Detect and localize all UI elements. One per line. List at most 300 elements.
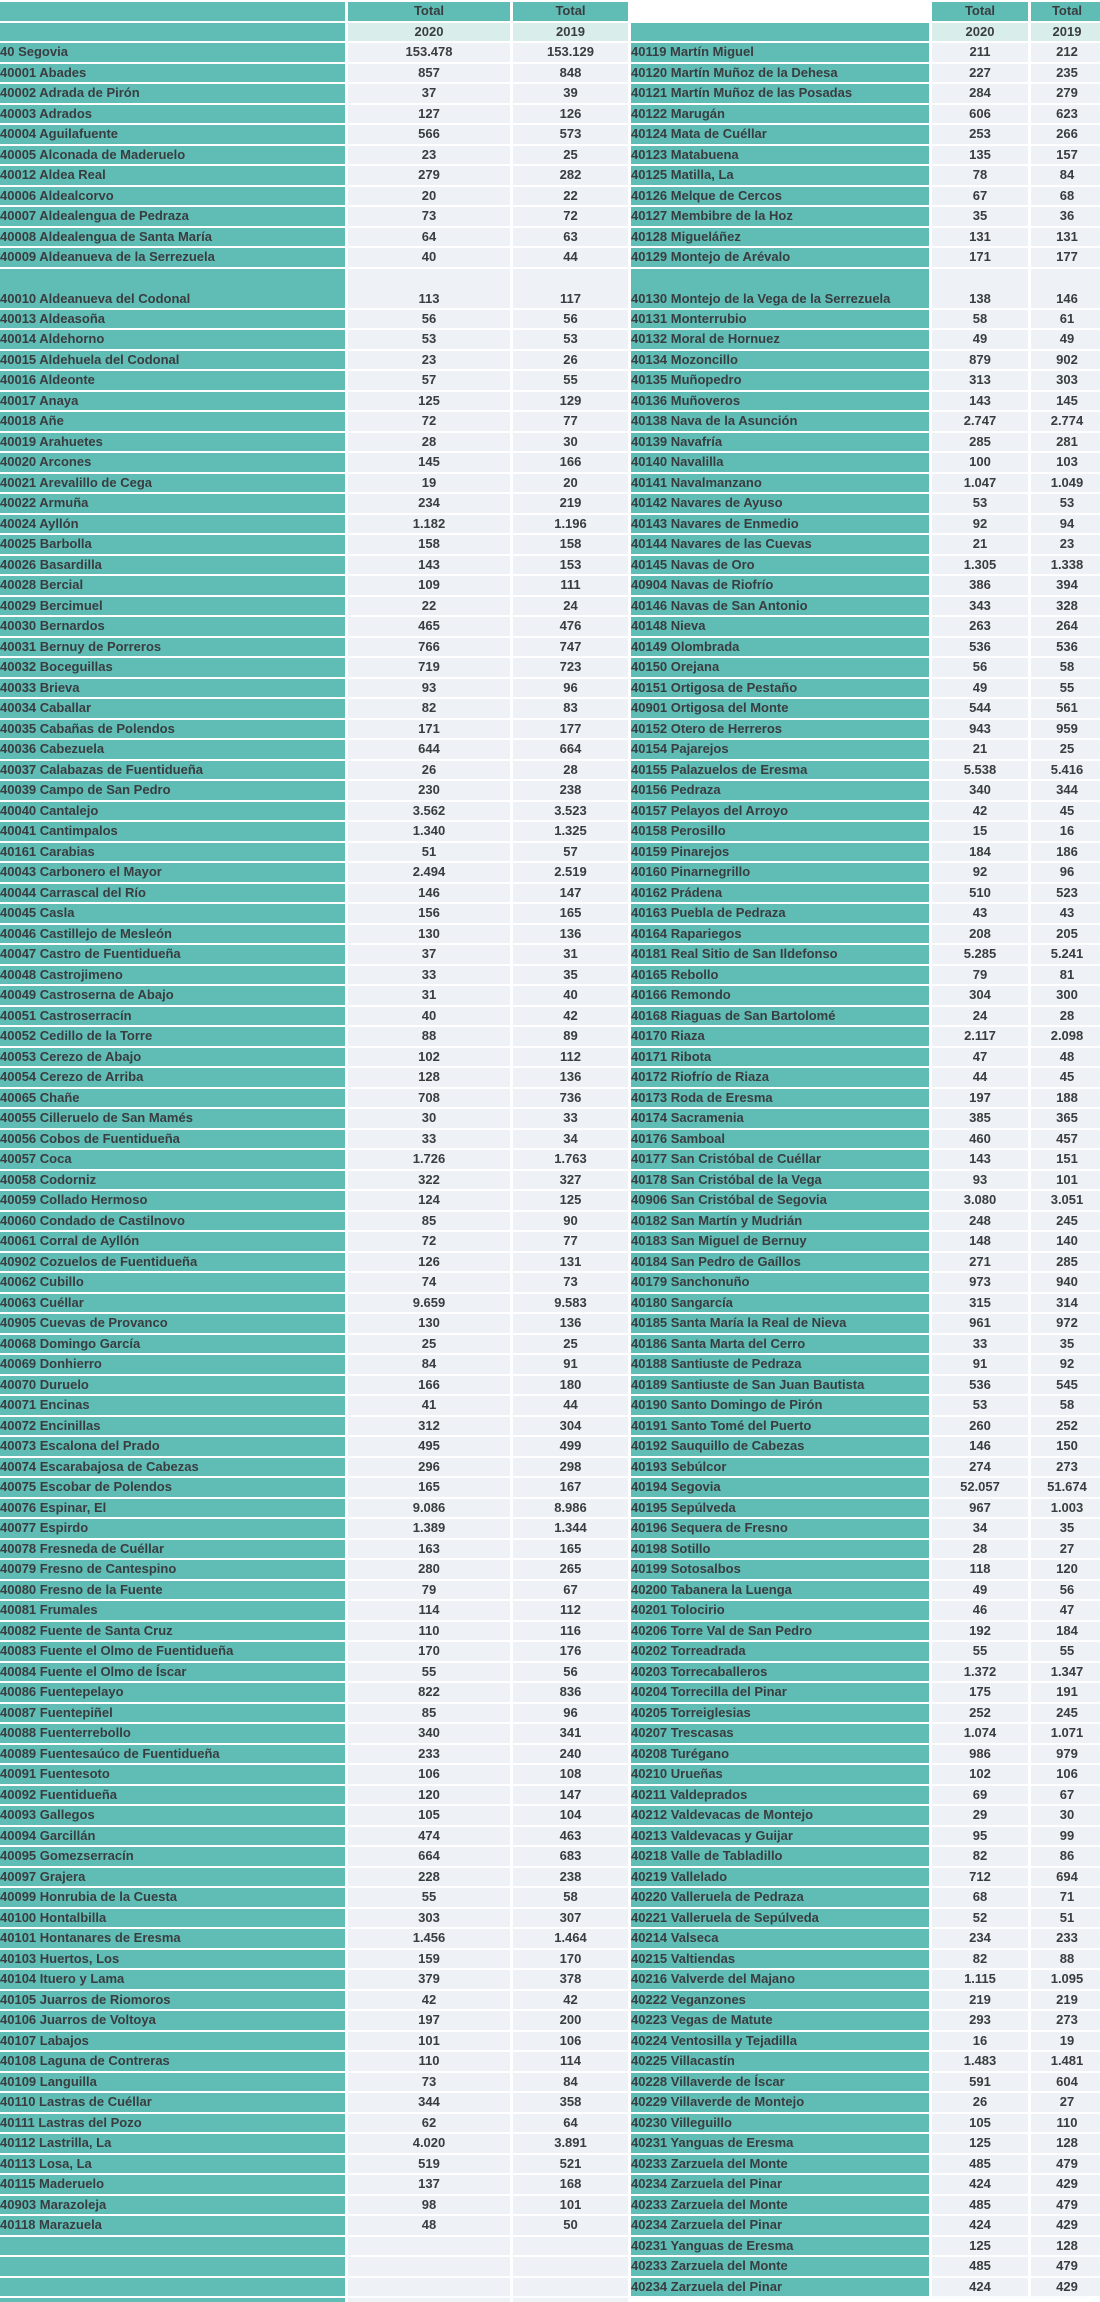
total-2019-cell[interactable]: 126 [513,105,628,124]
municipality-cell[interactable]: 40194 Segovia [631,1478,929,1497]
municipality-cell[interactable]: 40140 Navalilla [631,453,929,472]
total-2019-cell[interactable]: 168 [513,2175,628,2194]
total-2020-cell[interactable]: 9.659 [348,1294,510,1313]
total-2020-cell[interactable]: 125 [932,2237,1028,2256]
total-2020-cell[interactable]: 712 [932,1868,1028,1887]
total-2019-cell[interactable]: 344 [1031,781,1100,800]
municipality-cell[interactable]: 40074 Escarabajosa de Cabezas [0,1458,345,1477]
municipality-cell[interactable]: 40039 Campo de San Pedro [0,781,345,800]
total-2020-cell[interactable]: 93 [932,1171,1028,1190]
total-2020-cell[interactable]: 29 [932,1806,1028,1825]
municipality-cell[interactable]: 40207 Trescasas [631,1724,929,1743]
total-2020-cell[interactable]: 93 [348,679,510,698]
municipality-cell[interactable]: 40062 Cubillo [0,1273,345,1292]
municipality-cell[interactable]: 40119 Martín Miguel [631,43,929,62]
total-2019-cell[interactable]: 64 [513,2114,628,2133]
municipality-cell[interactable]: 40122 Marugán [631,105,929,124]
total-2019-cell[interactable]: 307 [513,1909,628,1928]
municipality-cell[interactable]: 40184 San Pedro de Gaíllos [631,1253,929,1272]
total-2019-cell[interactable]: 147 [513,884,628,903]
total-2019-cell[interactable]: 282 [513,166,628,185]
municipality-cell[interactable]: 40234 Zarzuela del Pinar [631,2175,929,2194]
total-2020-cell[interactable]: 137 [348,2175,510,2194]
total-2020-cell[interactable]: 37 [348,945,510,964]
total-2020-cell[interactable]: 127 [348,105,510,124]
total-2019-cell[interactable]: 328 [1031,597,1100,616]
municipality-cell[interactable]: 40024 Ayllón [0,515,345,534]
total-2019-cell[interactable]: 112 [513,1048,628,1067]
total-2020-cell[interactable]: 43 [932,904,1028,923]
municipality-cell[interactable]: 40234 Zarzuela del Pinar [631,2278,929,2297]
total-2019-cell[interactable]: 479 [1031,2257,1100,2276]
total-2020-cell[interactable]: 211 [932,43,1028,62]
total-2019-cell[interactable]: 16 [1031,822,1100,841]
total-2020-cell[interactable]: 234 [348,494,510,513]
municipality-cell[interactable]: 40084 Fuente el Olmo de Íscar [0,1663,345,1682]
municipality-cell[interactable]: 40203 Torrecaballeros [631,1663,929,1682]
total-2020-cell[interactable]: 495 [348,1437,510,1456]
municipality-cell[interactable]: 40160 Pinarnegrillo [631,863,929,882]
total-2020-cell[interactable]: 53 [348,330,510,349]
total-2019-cell[interactable]: 1.763 [513,1150,628,1169]
municipality-cell[interactable]: 40095 Gomezserracín [0,1847,345,1866]
total-2019-cell[interactable]: 561 [1031,699,1100,718]
total-2019-cell[interactable]: 96 [513,679,628,698]
total-2019-cell[interactable]: 91 [513,1355,628,1374]
total-2019-cell[interactable]: 604 [1031,2073,1100,2092]
municipality-cell[interactable]: 40233 Zarzuela del Monte [631,2196,929,2215]
total-2019-cell[interactable]: 180 [513,1376,628,1395]
total-2020-cell[interactable]: 130 [348,925,510,944]
total-2019-cell[interactable]: 499 [513,1437,628,1456]
total-2019-cell[interactable]: 212 [1031,43,1100,62]
total-2019-cell[interactable]: 9.583 [513,1294,628,1313]
total-2019-cell[interactable]: 300 [1031,986,1100,1005]
municipality-cell[interactable]: 40057 Coca [0,1150,345,1169]
total-2020-cell[interactable]: 82 [932,1847,1028,1866]
total-2020-cell[interactable]: 68 [932,1888,1028,1907]
total-2019-cell[interactable]: 88 [1031,1950,1100,1969]
municipality-cell[interactable]: 40063 Cuéllar [0,1294,345,1313]
total-2019-cell[interactable]: 30 [513,433,628,452]
total-2019-cell[interactable]: 940 [1031,1273,1100,1292]
total-2020-cell[interactable]: 708 [348,1089,510,1108]
total-2019-cell[interactable]: 683 [513,1847,628,1866]
total-2020-cell[interactable]: 58 [932,310,1028,329]
total-2020-cell[interactable]: 92 [932,515,1028,534]
municipality-cell[interactable]: 40224 Ventosilla y Tejadilla [631,2032,929,2051]
total-2019-cell[interactable]: 56 [513,310,628,329]
total-2020-cell[interactable]: 131 [932,228,1028,247]
total-2019-cell[interactable]: 273 [1031,1458,1100,1477]
municipality-cell[interactable]: 40092 Fuentidueña [0,1786,345,1805]
total-2019-cell[interactable]: 99 [1031,1827,1100,1846]
left-corner-header-cell-2[interactable] [0,23,345,42]
municipality-cell[interactable]: 40020 Arcones [0,453,345,472]
municipality-cell[interactable]: 40113 Losa, La [0,2155,345,2174]
municipality-cell[interactable]: 40132 Moral de Hornuez [631,330,929,349]
municipality-cell[interactable]: 40134 Mozoncillo [631,351,929,370]
total-2019-cell[interactable]: 1.003 [1031,1499,1100,1518]
total-2020-cell[interactable]: 644 [348,740,510,759]
municipality-cell[interactable]: 40218 Valle de Tabladillo [631,1847,929,1866]
total-2019-cell[interactable]: 110 [1031,2114,1100,2133]
total-2020-cell[interactable] [348,2257,510,2276]
total-2019-cell[interactable]: 81 [1031,966,1100,985]
municipality-cell[interactable]: 40155 Palazuelos de Eresma [631,761,929,780]
total-2019-cell[interactable]: 58 [1031,658,1100,677]
total-2020-cell[interactable]: 105 [932,2114,1028,2133]
total-2020-cell[interactable]: 84 [348,1355,510,1374]
total-2019-cell[interactable]: 35 [513,966,628,985]
total-2019-cell[interactable]: 153.129 [513,43,628,62]
total-2020-cell[interactable]: 37 [348,84,510,103]
total-2020-cell[interactable]: 379 [348,1970,510,1989]
total-2019-cell[interactable]: 281 [1031,433,1100,452]
municipality-cell[interactable]: 40010 Aldeanueva del Codonal [0,269,345,308]
municipality-cell[interactable]: 40161 Carabias [0,843,345,862]
total-2019-cell[interactable]: 42 [513,1991,628,2010]
municipality-cell[interactable]: 40105 Juarros de Riomoros [0,1991,345,2010]
total-2020-cell[interactable]: 126 [348,1253,510,1272]
total-2019-cell[interactable]: 3.523 [513,802,628,821]
left-corner-header-cell[interactable] [0,2,345,21]
empty-cell[interactable] [932,2298,1028,2302]
total-2019-cell[interactable]: 429 [1031,2216,1100,2235]
municipality-cell[interactable]: 40212 Valdevacas de Montejo [631,1806,929,1825]
municipality-cell[interactable]: 40142 Navares de Ayuso [631,494,929,513]
municipality-cell[interactable] [0,2237,345,2256]
total-2019-cell[interactable]: 165 [513,1540,628,1559]
municipality-cell[interactable]: 40022 Armuña [0,494,345,513]
total-2020-cell[interactable]: 252 [932,1704,1028,1723]
municipality-cell[interactable]: 40185 Santa María la Real de Nieva [631,1314,929,1333]
total-2020-cell[interactable]: 1.047 [932,474,1028,493]
municipality-cell[interactable]: 40046 Castillejo de Mesleón [0,925,345,944]
municipality-cell[interactable]: 40156 Pedraza [631,781,929,800]
total-2020-cell[interactable]: 128 [348,1068,510,1087]
total-2020-cell[interactable]: 153.478 [348,43,510,62]
total-2020-cell[interactable]: 234 [932,1929,1028,1948]
total-2019-cell[interactable]: 24 [513,597,628,616]
municipality-cell[interactable]: 40202 Torreadrada [631,1642,929,1661]
total-2020-cell[interactable]: 113 [348,269,510,308]
total-2019-cell[interactable]: 51.674 [1031,1478,1100,1497]
total-2020-cell[interactable]: 465 [348,617,510,636]
total-2020-cell[interactable]: 260 [932,1417,1028,1436]
total-2019-cell[interactable]: 191 [1031,1683,1100,1702]
municipality-cell[interactable]: 40181 Real Sitio de San Ildefonso [631,945,929,964]
total-2019-cell[interactable]: 77 [513,412,628,431]
municipality-cell[interactable]: 40087 Fuentepiñel [0,1704,345,1723]
municipality-cell[interactable]: 40131 Monterrubio [631,310,929,329]
municipality-cell[interactable]: 40045 Casla [0,904,345,923]
total-2019-cell[interactable]: 68 [1031,187,1100,206]
total-2020-cell[interactable]: 519 [348,2155,510,2174]
total-2019-cell[interactable]: 42 [513,1007,628,1026]
total-2019-cell[interactable]: 25 [513,1335,628,1354]
total-2020-cell[interactable]: 304 [932,986,1028,1005]
total-2020-cell[interactable]: 23 [348,351,510,370]
municipality-cell[interactable]: 40150 Orejana [631,658,929,677]
total-2020-cell[interactable]: 41 [348,1396,510,1415]
total-2019-cell[interactable] [513,2278,628,2297]
municipality-cell[interactable]: 40195 Sepúlveda [631,1499,929,1518]
total-2020-cell[interactable]: 544 [932,699,1028,718]
municipality-cell[interactable]: 40021 Arevalillo de Cega [0,474,345,493]
total-2019-cell[interactable]: 219 [513,494,628,513]
total-2019-cell[interactable]: 200 [513,2011,628,2030]
municipality-cell[interactable]: 40115 Maderuelo [0,2175,345,2194]
total-2019-cell[interactable]: 285 [1031,1253,1100,1272]
municipality-cell[interactable]: 40172 Riofrío de Riaza [631,1068,929,1087]
municipality-cell[interactable]: 40171 Ribota [631,1048,929,1067]
total-2019-cell[interactable]: 959 [1031,720,1100,739]
municipality-cell[interactable]: 40174 Sacramenia [631,1109,929,1128]
total-2020-cell[interactable]: 606 [932,105,1028,124]
municipality-cell[interactable]: 40081 Frumales [0,1601,345,1620]
total-2020-cell[interactable]: 138 [932,269,1028,308]
total-2020-cell[interactable]: 303 [348,1909,510,1928]
total-2020-cell[interactable]: 510 [932,884,1028,903]
total-2020-cell[interactable]: 1.483 [932,2052,1028,2071]
total-2020-cell[interactable]: 42 [932,802,1028,821]
municipality-cell[interactable]: 40129 Montejo de Arévalo [631,248,929,267]
municipality-cell[interactable]: 40030 Bernardos [0,617,345,636]
total-2019-cell[interactable]: 63 [513,228,628,247]
municipality-cell[interactable]: 40208 Turégano [631,1745,929,1764]
total-2020-cell[interactable]: 148 [932,1232,1028,1251]
total-2020-cell[interactable]: 91 [932,1355,1028,1374]
total-2019-cell[interactable]: 238 [513,781,628,800]
municipality-cell[interactable]: 40906 San Cristóbal de Segovia [631,1191,929,1210]
total-2020-cell[interactable]: 313 [932,371,1028,390]
municipality-cell[interactable]: 40189 Santiuste de San Juan Bautista [631,1376,929,1395]
total-2020-cell[interactable]: 197 [348,2011,510,2030]
municipality-cell[interactable]: 40151 Ortigosa de Pestaño [631,679,929,698]
total-2019-cell[interactable]: 573 [513,125,628,144]
total-2019-cell[interactable]: 314 [1031,1294,1100,1313]
municipality-cell[interactable]: 40143 Navares de Enmedio [631,515,929,534]
total-2019-cell[interactable]: 27 [1031,2093,1100,2112]
municipality-cell[interactable]: 40037 Calabazas de Fuentidueña [0,761,345,780]
total-2019-cell[interactable]: 279 [1031,84,1100,103]
municipality-cell[interactable]: 40083 Fuente el Olmo de Fuentidueña [0,1642,345,1661]
municipality-cell[interactable]: 40192 Sauquillo de Cabezas [631,1437,929,1456]
total-2019-cell[interactable]: 71 [1031,1888,1100,1907]
total-2020-cell[interactable]: 5.538 [932,761,1028,780]
total-2019-cell[interactable]: 67 [513,1581,628,1600]
total-2020-cell[interactable]: 79 [932,966,1028,985]
total-2019-cell[interactable]: 235 [1031,64,1100,83]
municipality-cell[interactable]: 40041 Cantimpalos [0,822,345,841]
total-2019-cell[interactable]: 457 [1031,1130,1100,1149]
total-2019-cell[interactable]: 96 [1031,863,1100,882]
total-2019-cell[interactable]: 101 [1031,1171,1100,1190]
total-2019-cell[interactable]: 184 [1031,1622,1100,1641]
municipality-cell[interactable]: 40107 Labajos [0,2032,345,2051]
total-2020-cell[interactable]: 485 [932,2155,1028,2174]
municipality-cell[interactable]: 40123 Matabuena [631,146,929,165]
municipality-cell[interactable]: 40903 Marazoleja [0,2196,345,2215]
total-2019-cell[interactable]: 108 [513,1765,628,1784]
total-2020-cell[interactable]: 9.086 [348,1499,510,1518]
right-corner-header-cell-2[interactable] [631,23,929,42]
total-2019-cell[interactable]: 147 [513,1786,628,1805]
total-2019-cell[interactable]: 623 [1031,105,1100,124]
total-2020-cell[interactable]: 279 [348,166,510,185]
total-2019-cell[interactable]: 90 [513,1212,628,1231]
total-2019-cell[interactable]: 394 [1031,576,1100,595]
total-2020-cell[interactable]: 35 [932,207,1028,226]
total-2020-cell[interactable]: 5.285 [932,945,1028,964]
municipality-cell[interactable]: 40190 Santo Domingo de Pirón [631,1396,929,1415]
municipality-cell[interactable]: 40016 Aldeonte [0,371,345,390]
total-2019-cell[interactable]: 358 [513,2093,628,2112]
total-2019-cell[interactable]: 145 [1031,392,1100,411]
municipality-cell[interactable]: 40199 Sotosalbos [631,1560,929,1579]
total-2019-cell[interactable]: 245 [1031,1212,1100,1231]
total-2020-cell[interactable]: 78 [932,166,1028,185]
municipality-cell[interactable]: 40905 Cuevas de Provanco [0,1314,345,1333]
total-2020-cell[interactable]: 100 [932,453,1028,472]
total-2019-cell[interactable]: 22 [513,187,628,206]
municipality-cell[interactable]: 40231 Yanguas de Eresma [631,2237,929,2256]
total-2019-cell[interactable]: 34 [513,1130,628,1149]
municipality-cell[interactable]: 40093 Gallegos [0,1806,345,1825]
total-2020-cell[interactable]: 30 [348,1109,510,1128]
municipality-cell[interactable]: 40198 Sotillo [631,1540,929,1559]
total-2019-cell[interactable]: 103 [1031,453,1100,472]
municipality-cell[interactable]: 40164 Rapariegos [631,925,929,944]
right-corner-header-cell[interactable] [631,2,929,21]
total-2019-cell[interactable]: 3.891 [513,2134,628,2153]
municipality-cell[interactable]: 40201 Tolocirio [631,1601,929,1620]
total-2020-cell[interactable]: 233 [348,1745,510,1764]
total-2020-cell[interactable]: 2.494 [348,863,510,882]
total-2020-cell[interactable]: 986 [932,1745,1028,1764]
total-2020-cell[interactable]: 40 [348,1007,510,1026]
total-2019-cell[interactable]: 167 [513,1478,628,1497]
total-2020-cell[interactable]: 165 [348,1478,510,1497]
municipality-cell[interactable]: 40186 Santa Marta del Cerro [631,1335,929,1354]
total-2020-cell[interactable]: 197 [932,1089,1028,1108]
total-2020-cell[interactable]: 143 [932,392,1028,411]
municipality-cell[interactable]: 40072 Encinillas [0,1417,345,1436]
municipality-cell[interactable]: 40902 Cozuelos de Fuentidueña [0,1253,345,1272]
total-2019-cell[interactable]: 177 [513,720,628,739]
municipality-cell[interactable]: 40180 Sangarcía [631,1294,929,1313]
total-2020-cell[interactable]: 280 [348,1560,510,1579]
municipality-cell[interactable]: 40070 Duruelo [0,1376,345,1395]
municipality-cell[interactable]: 40162 Prádena [631,884,929,903]
total-2020-cell[interactable]: 21 [932,740,1028,759]
municipality-cell[interactable]: 40019 Arahuetes [0,433,345,452]
total-2019-cell[interactable]: 265 [513,1560,628,1579]
municipality-cell[interactable]: 40210 Urueñas [631,1765,929,1784]
municipality-cell[interactable]: 40233 Zarzuela del Monte [631,2155,929,2174]
total-2019-cell[interactable]: 972 [1031,1314,1100,1333]
total-2020-cell[interactable]: 26 [932,2093,1028,2112]
total-2020-cell[interactable]: 22 [348,597,510,616]
total-2020-cell[interactable]: 118 [932,1560,1028,1579]
total-2019-cell[interactable]: 303 [1031,371,1100,390]
total-2020-cell[interactable]: 102 [348,1048,510,1067]
total-2019-cell[interactable]: 1.347 [1031,1663,1100,1682]
total-2019-cell[interactable]: 1.338 [1031,556,1100,575]
municipality-cell[interactable]: 40904 Navas de Riofrío [631,576,929,595]
total-2019-cell[interactable]: 166 [513,453,628,472]
total-2019-cell[interactable]: 35 [1031,1335,1100,1354]
municipality-cell[interactable]: 40006 Aldealcorvo [0,187,345,206]
municipality-cell[interactable]: 40178 San Cristóbal de la Vega [631,1171,929,1190]
total-2020-cell[interactable]: 124 [348,1191,510,1210]
municipality-cell[interactable]: 40018 Añe [0,412,345,431]
total-2019-cell[interactable]: 89 [513,1027,628,1046]
municipality-cell[interactable]: 40206 Torre Val de San Pedro [631,1622,929,1641]
municipality-cell[interactable]: 40031 Bernuy de Porreros [0,638,345,657]
total-2019-cell[interactable]: 128 [1031,2134,1100,2153]
empty-cell[interactable] [631,2298,929,2302]
total-2020-cell[interactable]: 3.562 [348,802,510,821]
total-2020-cell[interactable]: 34 [932,1519,1028,1538]
total-2020-cell[interactable]: 57 [348,371,510,390]
total-2019-cell[interactable]: 28 [513,761,628,780]
total-2020-cell[interactable]: 719 [348,658,510,677]
total-2020-cell[interactable]: 253 [932,125,1028,144]
municipality-cell[interactable]: 40 Segovia [0,43,345,62]
total-2020-cell[interactable]: 1.389 [348,1519,510,1538]
total-2019-cell[interactable]: 1.344 [513,1519,628,1538]
total-2020-cell[interactable]: 460 [932,1130,1028,1149]
total-2019-cell[interactable]: 33 [513,1109,628,1128]
total-2020-cell[interactable]: 110 [348,2052,510,2071]
total-2020-cell[interactable]: 49 [932,1581,1028,1600]
total-2020-cell[interactable]: 28 [932,1540,1028,1559]
total-2019-cell[interactable]: 23 [1031,535,1100,554]
total-2020-cell[interactable]: 62 [348,2114,510,2133]
municipality-cell[interactable] [0,2298,345,2302]
total-2020-cell[interactable]: 74 [348,1273,510,1292]
total-2020-cell[interactable]: 385 [932,1109,1028,1128]
municipality-cell[interactable]: 40146 Navas de San Antonio [631,597,929,616]
total-2020-cell[interactable]: 73 [348,207,510,226]
total-2019-cell[interactable]: 39 [513,84,628,103]
total-2019-cell[interactable]: 20 [513,474,628,493]
total-2019-cell[interactable]: 476 [513,617,628,636]
municipality-cell[interactable]: 40032 Boceguillas [0,658,345,677]
total-2019-cell[interactable]: 55 [513,371,628,390]
municipality-cell[interactable]: 40005 Alconada de Maderuelo [0,146,345,165]
municipality-cell[interactable]: 40059 Collado Hermoso [0,1191,345,1210]
municipality-cell[interactable]: 40128 Migueláñez [631,228,929,247]
total-2019-cell[interactable]: 51 [1031,1909,1100,1928]
municipality-cell[interactable]: 40082 Fuente de Santa Cruz [0,1622,345,1641]
total-2020-cell[interactable]: 110 [348,1622,510,1641]
municipality-cell[interactable]: 40120 Martín Muñoz de la Dehesa [631,64,929,83]
total-2019-cell[interactable]: 28 [1031,1007,1100,1026]
total-2020-cell[interactable]: 192 [932,1622,1028,1641]
municipality-cell[interactable]: 40029 Bercimuel [0,597,345,616]
municipality-cell[interactable]: 40043 Carbonero el Mayor [0,863,345,882]
municipality-cell[interactable]: 40159 Pinarejos [631,843,929,862]
total-2020-cell[interactable]: 3.080 [932,1191,1028,1210]
municipality-cell[interactable]: 40053 Cerezo de Abajo [0,1048,345,1067]
total-2019-cell[interactable]: 128 [1031,2237,1100,2256]
total-2019-cell[interactable]: 8.986 [513,1499,628,1518]
municipality-cell[interactable]: 40079 Fresno de Cantespino [0,1560,345,1579]
municipality-cell[interactable]: 40040 Cantalejo [0,802,345,821]
